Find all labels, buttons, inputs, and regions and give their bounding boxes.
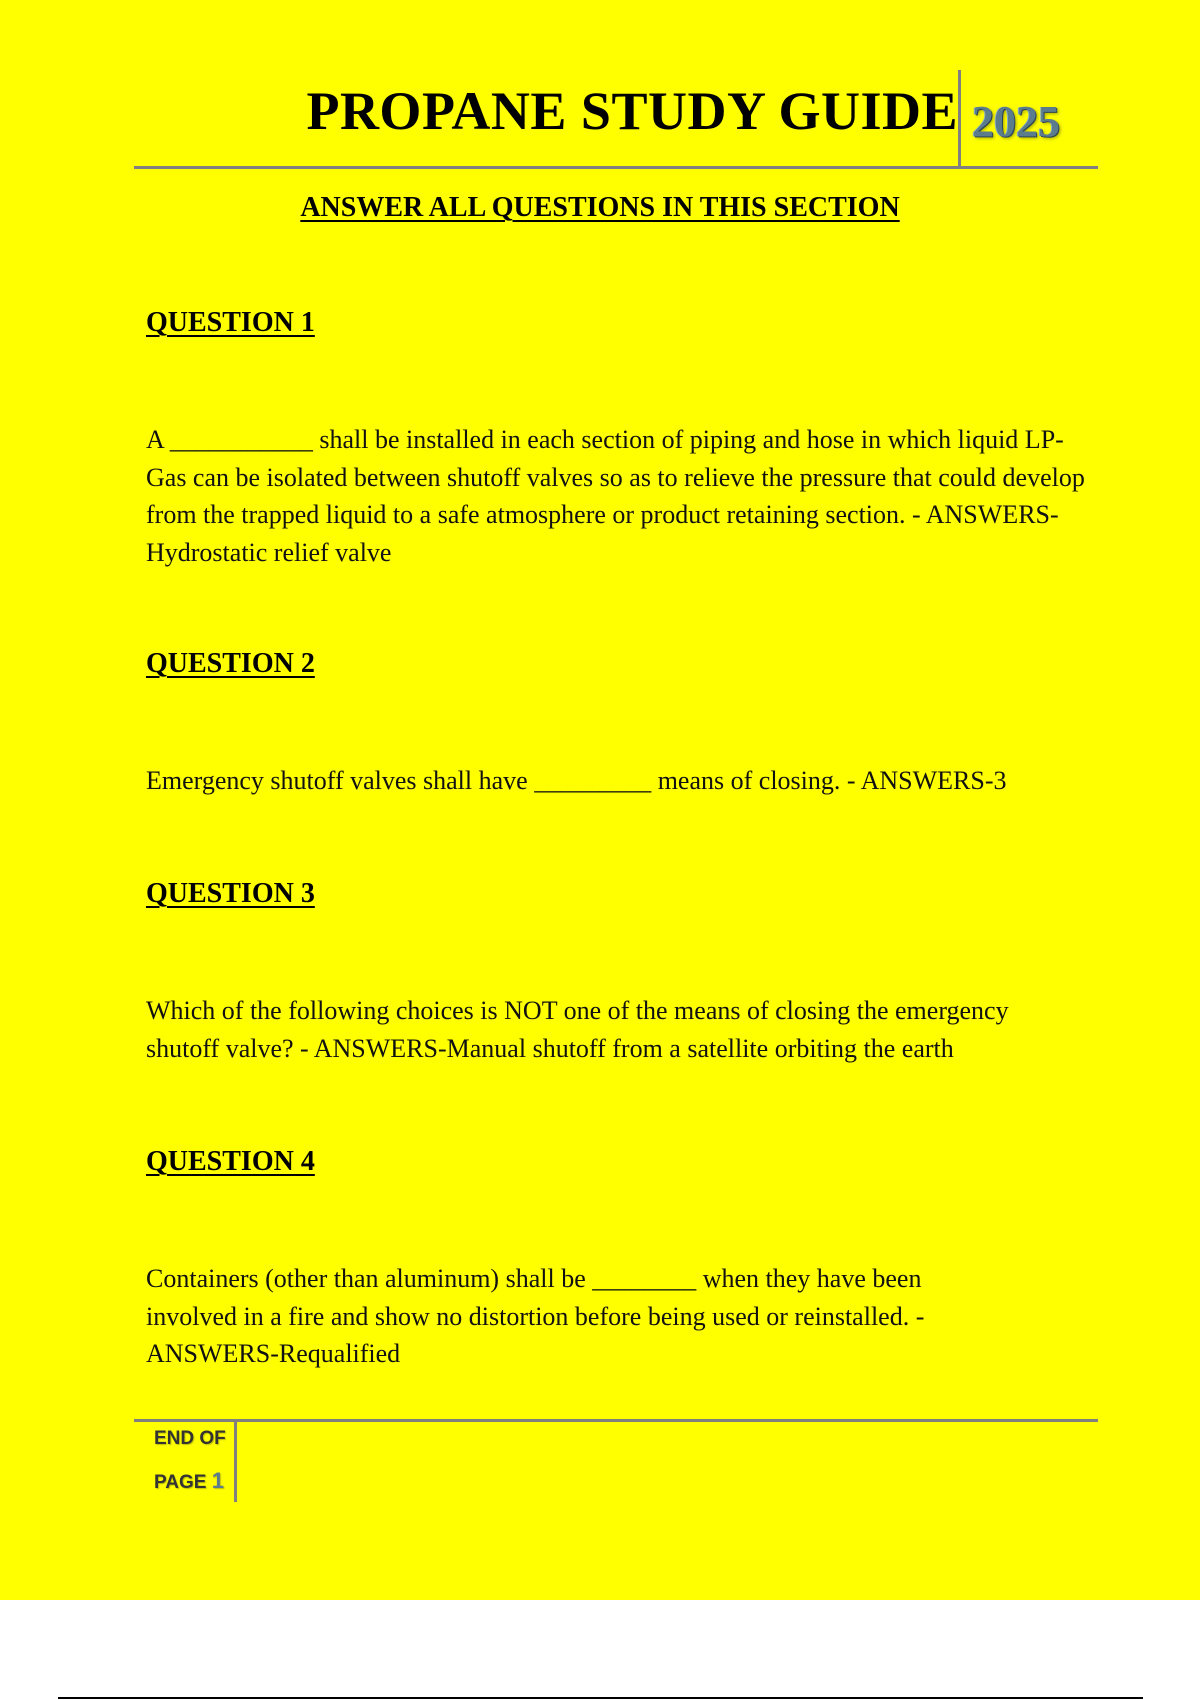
footer-page-box <box>134 1422 237 1502</box>
footer-end-of: END OF <box>154 1428 226 1449</box>
page-header <box>134 70 1098 169</box>
footer-page-line <box>154 1468 224 1494</box>
question-4-text: Containers (other than aluminum) shall be ________ when they have been involved in a fire and show no distortion before being used or reinstalled. - ANSWERS-Requalified <box>146 1264 925 1368</box>
question-1-text: A ___________ shall be installed in each section of piping and hose in which liquid LP-Gas can be isolated between shutoff valves so as to relieve the pressure that could develop from the trapped liquid to a safe atmosphere or product retaining section. - ANSWERS-Hydrostatic relief valve <box>146 425 1085 567</box>
year-label: 2025 <box>972 97 1060 146</box>
section-heading: ANSWER ALL QUESTIONS IN THIS SECTION <box>300 192 900 223</box>
question-3-label: QUESTION 3 <box>146 878 315 909</box>
question-2-label: QUESTION 2 <box>146 648 315 679</box>
question-2-text: Emergency shutoff valves shall have _________ means of closing. - ANSWERS-3 <box>146 766 1007 795</box>
footer-page-label: PAGE <box>154 1472 207 1493</box>
question-4-label: QUESTION 4 <box>146 1146 315 1177</box>
question-1-label: QUESTION 1 <box>146 307 315 338</box>
header-divider <box>958 70 961 166</box>
bottom-rule <box>58 1697 1143 1699</box>
footer-page-number: 1 <box>211 1468 224 1493</box>
question-3-text: Which of the following choices is NOT one of the means of closing the emergency shutoff valve? - ANSWERS-Manual shutoff from a satellite orbiting the earth <box>146 996 1009 1063</box>
document-title: PROPANE STUDY GUIDE <box>306 81 958 141</box>
page-footer <box>134 1419 1098 1502</box>
